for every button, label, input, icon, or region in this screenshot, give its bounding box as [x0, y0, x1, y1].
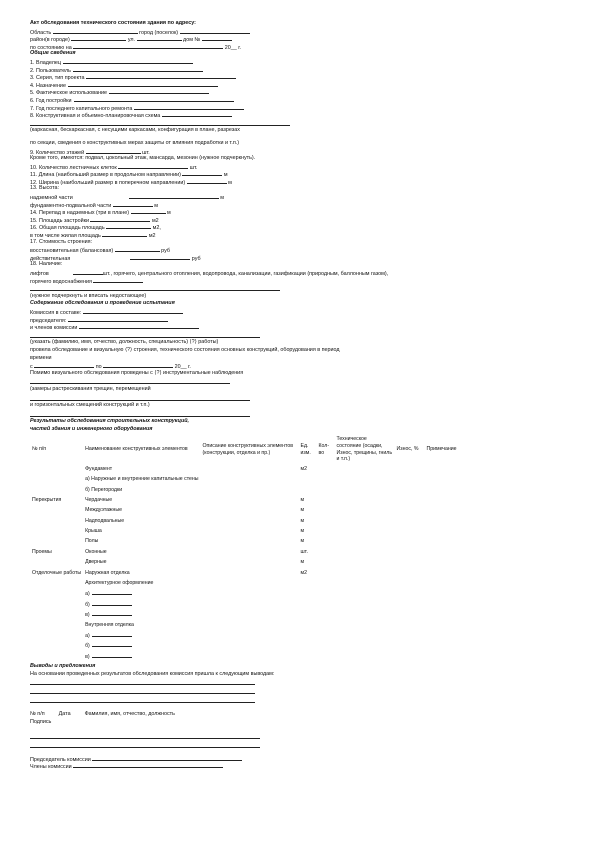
- table-row: [30, 537, 570, 547]
- row-unit: м: [300, 528, 305, 535]
- column-header: Ед. изм.: [300, 443, 311, 456]
- general-item-field[interactable]: [68, 81, 218, 87]
- table-row: [30, 651, 570, 661]
- item-13a: надземной части м: [30, 195, 224, 201]
- sub-item: в): [83, 651, 200, 661]
- general-item: 5. Фактическое использование: [30, 88, 570, 96]
- commission-note-4: и горизонтальных смещений конструкций и т.п.): [30, 402, 150, 409]
- row-name: Междуэтажные: [85, 507, 123, 514]
- sub-item: б): [83, 599, 200, 609]
- item-14: 14. Перепад в надземных (три в плане) м: [30, 210, 171, 216]
- item-18-text: лифтов шт., горячего, центрального отопления, водопровода, канализации, газификации (природным, баллонным газом),: [30, 271, 389, 277]
- general-items: [30, 58, 570, 119]
- item-10: 10. Количество лестничных клеток шт.: [30, 164, 198, 171]
- item-16: 16. Общая площадь площадь м2,: [30, 225, 161, 232]
- table-row: [30, 578, 570, 588]
- item-9-note: Кроме того, имеются: подвал, цокольный этаж, мансарда, мезонин (нужное подчеркнуть).: [30, 155, 256, 162]
- item-17b: действительная руб: [30, 255, 201, 262]
- table-row: [30, 547, 570, 557]
- table-row: [30, 568, 570, 578]
- item-13: 13. Высота:: [30, 185, 60, 192]
- item-17: 17. Стоимость строения:: [30, 238, 93, 245]
- commission-line-1: Комиссия в составе:: [30, 308, 570, 316]
- general-item-field[interactable]: [109, 88, 209, 94]
- row-group: [30, 557, 83, 567]
- item-16b: в том числе жилая площадь м2: [30, 233, 156, 239]
- row-unit: м: [300, 517, 305, 524]
- row-name: Крыша: [85, 528, 102, 535]
- general-item: 8. Конструктивная и объемно-планировочная схема: [30, 111, 570, 119]
- state-date-field[interactable]: [73, 43, 223, 49]
- commission-note: (нужное подчеркнуть и вписать недостающее): [30, 292, 147, 299]
- commission-text-1: провела обследование и визуальную ⟨?⟩ строения, технического состояния основных конструкций, оборудования в период: [30, 346, 340, 353]
- row-group: [30, 485, 83, 495]
- general-item: 2. Пользователь: [30, 66, 570, 74]
- state-date-line: по состоянию на 20__ г.: [30, 44, 241, 51]
- commission-period: с по 20__ г.: [30, 364, 191, 370]
- table-row: [30, 526, 570, 536]
- address-line-1: Область город (поселок): [30, 28, 570, 36]
- general-item: 7. Год последнего капитального ремонта: [30, 104, 570, 112]
- oblast-field[interactable]: [53, 28, 138, 34]
- conclusions-text: На основании проведенных результатов обследования комиссия пришла к следующим выводам:: [30, 670, 275, 677]
- column-header: Наименование конструктивных элементов: [85, 446, 188, 453]
- row-group: Перекрытия: [32, 496, 62, 503]
- column-header: Кол-во: [318, 443, 330, 456]
- item-9: 9. Количество этажей шт.: [30, 149, 150, 156]
- general-item: 4. Назначение: [30, 81, 570, 89]
- row-group: Проемы: [32, 548, 52, 555]
- house-field[interactable]: [202, 35, 232, 41]
- table-row: [30, 474, 570, 484]
- scheme-note: (каркасная, бескаркасная, с несущими каркасами, конфигурация в плане, разрезах: [30, 127, 240, 134]
- column-header: № п/п: [32, 446, 47, 453]
- row-name: б) Перегородки: [85, 486, 123, 493]
- table-row: [30, 609, 570, 619]
- row-name: Внутренняя отделка: [85, 621, 134, 628]
- document-page: [30, 20, 570, 770]
- row-unit: [299, 474, 317, 484]
- row-name: Архитектурное оформление: [85, 580, 154, 587]
- column-header: Техническое состояние (осадки, Износ, трещины, гниль и т.п.): [336, 436, 393, 463]
- row-name: Чердачные: [85, 496, 113, 503]
- item-12: 12. Ширина (наибольший размер в поперечном направлении) м: [30, 179, 232, 186]
- row-name: Фундамент: [85, 465, 113, 472]
- table-row: [30, 620, 570, 630]
- row-group: [30, 474, 83, 484]
- commission-line-2: председателя:: [30, 316, 570, 324]
- general-heading: Общие сведения: [30, 50, 76, 57]
- rayon-field[interactable]: [71, 35, 126, 41]
- general-item-field[interactable]: [86, 73, 236, 79]
- members-line: Члены комиссии: [30, 762, 570, 770]
- row-group: [30, 464, 83, 474]
- item-13b: фундаментно-подвальной части м: [30, 202, 158, 209]
- item-15: 15. Площадь застройки м2: [30, 217, 159, 224]
- row-group: [30, 505, 83, 515]
- table-row: [30, 516, 570, 526]
- column-header: Износ, %: [396, 446, 419, 453]
- item-18-last: горячего водоснабжения: [30, 277, 570, 285]
- table-row: [30, 557, 570, 567]
- row-unit: м: [300, 496, 305, 503]
- row-unit: м: [300, 507, 305, 514]
- scheme-note-2: по секции, сведения о конструктивных мерах защиты от влияния подработки и т.п.): [30, 139, 240, 146]
- results-heading-1: Результаты обследования строительных конструкций,: [30, 418, 190, 425]
- row-unit: м: [300, 559, 305, 566]
- gorod-field[interactable]: [180, 28, 250, 34]
- document-title: Акт обследования технического состояния здания по адресу:: [30, 20, 196, 26]
- row-name: Оконные: [85, 548, 107, 555]
- results-heading-2: частей здания и инженерного оборудования: [30, 425, 153, 432]
- table-row: [30, 630, 570, 640]
- conclusions-heading: Выводы и предложения: [30, 663, 96, 670]
- sub-item: в): [83, 609, 200, 619]
- table-row: [30, 464, 570, 474]
- table-row: [30, 599, 570, 609]
- row-group: [30, 537, 83, 547]
- sub-item: а): [83, 589, 200, 599]
- row-unit: [299, 485, 317, 495]
- row-unit: м2: [300, 465, 307, 472]
- general-item-field[interactable]: [162, 111, 232, 117]
- row-name: Полы: [85, 538, 99, 545]
- table-row: [30, 589, 570, 599]
- table-row: [30, 640, 570, 650]
- general-item-field[interactable]: [134, 104, 244, 110]
- row-group: Отделочные работы: [32, 569, 82, 576]
- general-item-field[interactable]: [73, 66, 203, 72]
- results-header-row: [30, 435, 570, 463]
- street-field[interactable]: [137, 35, 182, 41]
- item-17a: восстановительная (балансовая) руб: [30, 248, 170, 254]
- commission-text-3: Помимо визуального обследования проведены с ⟨?⟩ инструментальные наблюдения: [30, 369, 244, 376]
- commission-heading: Содержание обследования и проведение испытания: [30, 300, 175, 307]
- sub-item: б): [83, 640, 200, 650]
- chair-line: Председатель комиссии: [30, 755, 570, 763]
- general-item-field[interactable]: [74, 96, 234, 102]
- row-unit: шт.: [300, 548, 308, 555]
- general-item: 1. Владелец: [30, 58, 570, 66]
- row-group: [30, 516, 83, 526]
- commission-line-3: и членов комиссии: [30, 323, 570, 331]
- general-item: 6. Год постройки: [30, 96, 570, 104]
- signature-header: № п/п Дата Фамилия, имя, отчество, должность: [30, 711, 175, 718]
- table-row: [30, 485, 570, 495]
- column-header: Описание конструктивных элементов (конструкции, отделка и пр.): [202, 443, 293, 456]
- table-row: [30, 495, 570, 505]
- general-item: 3. Серия, тип проекта: [30, 73, 570, 81]
- sub-item: а): [83, 630, 200, 640]
- row-name: Надподвальные: [85, 517, 125, 524]
- signature-label: Подпись: [30, 718, 52, 725]
- item-18: 18. Наличие:: [30, 261, 63, 268]
- item-11: 11. Длина (наибольший размер в продольном направлении) м: [30, 172, 228, 178]
- row-group: [30, 526, 83, 536]
- commission-text-2: времени: [30, 354, 52, 361]
- column-header: Примечание: [426, 446, 457, 453]
- commission-note-3: (замеры растрескивания трещин, перемещений: [30, 385, 151, 392]
- table-row: [30, 505, 570, 515]
- results-table: [30, 435, 570, 661]
- row-unit: м: [300, 538, 305, 545]
- row-name: Наружная отделка: [85, 569, 130, 576]
- row-name: Дверные: [85, 559, 107, 566]
- row-unit: м2: [300, 569, 307, 576]
- commission-note-2: (указать (фамилию, имя, отчество, должность, специальность) ⟨?⟩ работы): [30, 339, 219, 346]
- general-item-field[interactable]: [63, 58, 193, 64]
- address-line-2: район(в городе) ул. дом №: [30, 35, 570, 43]
- row-name: а) Наружные и внутренние капитальные стены: [85, 476, 199, 483]
